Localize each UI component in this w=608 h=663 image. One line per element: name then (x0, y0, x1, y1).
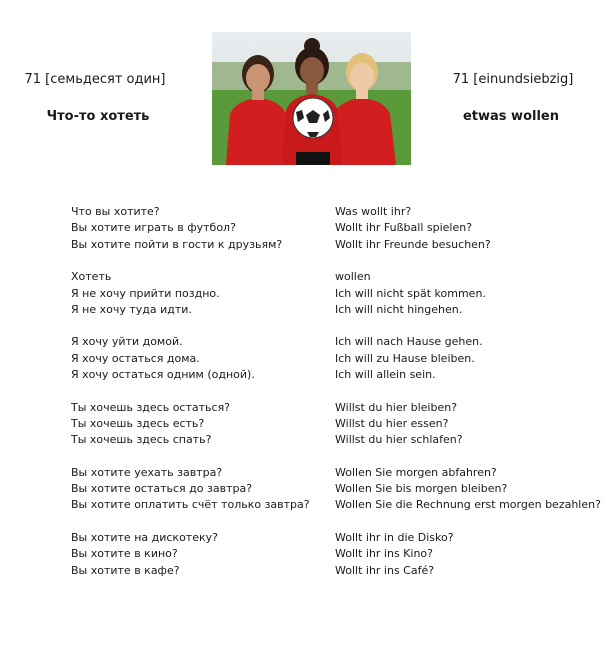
russian-phrase: Вы хотите остаться до завтра? (71, 482, 253, 496)
phrase-group (71, 334, 310, 383)
russian-phrase: Я не хочу прийти поздно. (71, 286, 220, 300)
german-phrase: Ich will nicht spät kommen. (335, 286, 486, 300)
russian-phrase: Вы хотите на дискотеку? (71, 530, 218, 544)
phrase-group (71, 465, 310, 514)
phrase-group (335, 400, 601, 449)
german-phrase: Was wollt ihr? (335, 205, 412, 218)
russian-phrase: Ты хочешь здесь остаться? (71, 400, 231, 414)
russian-column (71, 204, 310, 595)
phrase-group (71, 204, 310, 253)
russian-phrase: Вы хотите играть в футбол? (71, 221, 236, 235)
german-phrase: wollen (335, 270, 371, 284)
german-phrase: Ich will nicht hingehen. (335, 302, 463, 316)
german-phrase: Wollt ihr ins Kino? (335, 547, 433, 561)
german-phrase: Wollen Sie bis morgen bleiben? (335, 482, 508, 496)
phrase-group (335, 269, 601, 318)
three-girls-with-soccer-ball-photo (212, 32, 411, 165)
german-phrase: Wollt ihr in die Disko? (335, 530, 454, 544)
lesson-title-german: etwas wollen (462, 109, 559, 124)
russian-phrase: Ты хочешь здесь есть? (71, 416, 205, 430)
german-column (335, 204, 601, 595)
lesson-number-german: 71 [einundsiebzig] (452, 72, 574, 87)
russian-phrase: Вы хотите пойти в гости к друзьям? (71, 237, 283, 251)
russian-phrase: Я хочу остаться одним (одной). (71, 368, 255, 382)
german-phrase: Ich will allein sein. (335, 368, 436, 382)
german-phrase: Willst du hier essen? (335, 416, 449, 430)
german-phrase: Wollt ihr Freunde besuchen? (335, 237, 491, 251)
russian-phrase: Я не хочу туда идти. (71, 302, 192, 316)
german-phrase: Wollt ihr Fußball spielen? (335, 221, 473, 235)
russian-phrase: Ты хочешь здесь спать? (71, 433, 212, 447)
german-phrase: Wollen Sie morgen abfahren? (335, 465, 497, 479)
russian-phrase: Я хочу остаться дома. (71, 351, 200, 365)
phrase-group (335, 530, 601, 579)
german-phrase: Ich will nach Hause gehen. (335, 335, 483, 349)
phrase-group (71, 530, 310, 579)
phrase-group (335, 334, 601, 383)
russian-phrase: Вы хотите уехать завтра? (71, 465, 223, 479)
phrase-group (71, 269, 310, 318)
russian-phrase: Что вы хотите? (71, 205, 160, 218)
phrase-group (335, 204, 601, 253)
german-phrase: Wollt ihr ins Café? (335, 563, 435, 577)
lesson-title-russian: Что-то хотеть (46, 109, 150, 124)
german-phrase: Ich will zu Hause bleiben. (335, 351, 475, 365)
phrase-group (71, 400, 310, 449)
german-phrase: Willst du hier bleiben? (335, 400, 458, 414)
german-phrase: Wollen Sie die Rechnung erst morgen bezahlen? (335, 498, 601, 512)
russian-phrase: Хотеть (71, 270, 112, 284)
russian-phrase: Вы хотите оплатить счёт только завтра? (71, 498, 310, 512)
russian-phrase: Вы хотите в кафе? (71, 563, 180, 577)
phrase-group (335, 465, 601, 514)
russian-phrase: Я хочу уйти домой. (71, 335, 183, 349)
lesson-number-russian: 71 [семьдесят один] (24, 72, 166, 87)
german-phrase: Willst du hier schlafen? (335, 433, 463, 447)
russian-phrase: Вы хотите в кино? (71, 547, 178, 561)
